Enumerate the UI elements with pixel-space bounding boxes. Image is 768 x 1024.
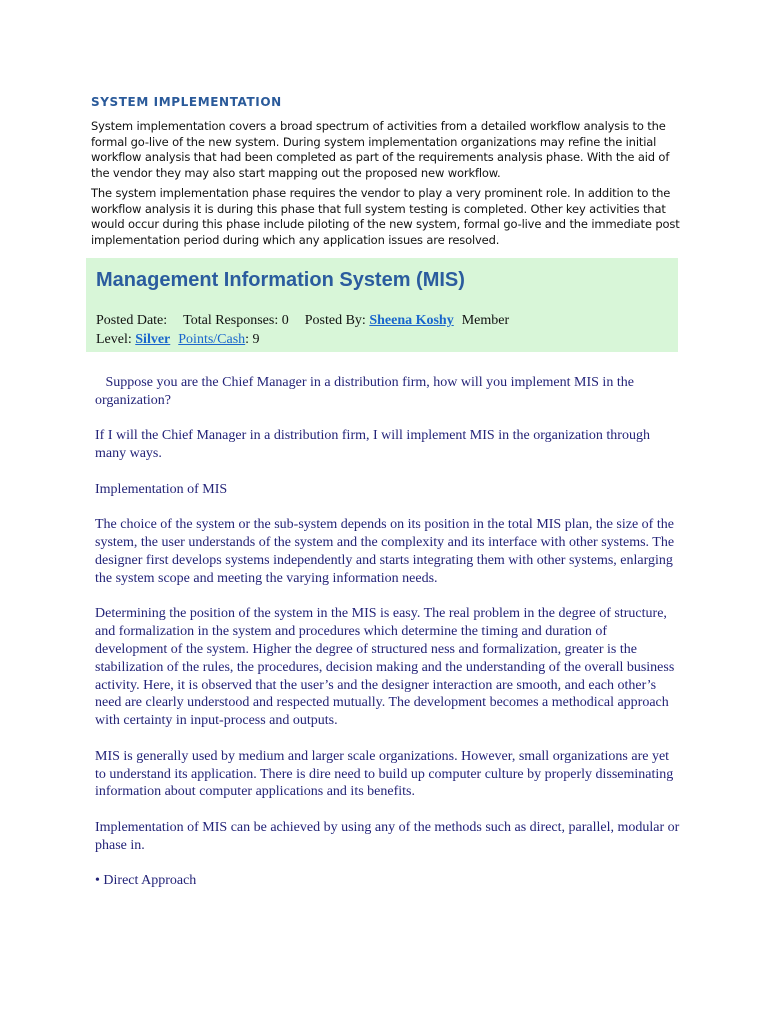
total-responses-value: 0 — [281, 313, 289, 328]
body-paragraph-4: The choice of the system or the sub-system depends on its position in the total MIS plan, the size of the system, the user understands of the system and the complexity and its interface with other systems. The designer first develops systems independently and starts integrating them with other systems, enlarging the system scope and meeting the varying information needs. — [95, 517, 675, 586]
body-paragraph-8: • Direct Approach — [95, 873, 197, 889]
intro-section — [91, 94, 691, 253]
level-link[interactable]: Silver — [135, 332, 171, 347]
body-paragraph-6: MIS is generally used by medium and larger scale organizations. However, small organizations are yet to understand its application. There is dire need to build up computer culture by properly disseminating information about computer applications and its benefits. — [95, 748, 674, 800]
body-paragraph-3: Implementation of MIS — [95, 481, 228, 497]
body-paragraph-1: Suppose you are the Chief Manager in a distribution firm, how will you implement MIS in the organization? — [95, 375, 634, 408]
posted-date-label: Posted Date: — [96, 313, 168, 328]
post-body — [95, 374, 680, 908]
posted-by-label: Posted By: — [304, 313, 366, 328]
intro-paragraph-2: The system implementation phase requires the vendor to play a very prominent role. In addition to the workflow analysis it is during this phase that full system testing is completed. Other key activities that would occur during this phase include piloting of the new system, formal go-live and the immediate post implementation period during which any application issues are resolved. — [91, 186, 680, 247]
post-title: Management Information System (MIS) — [96, 269, 465, 291]
intro-paragraph-1: System implementation covers a broad spectrum of activities from a detailed workflow analysis to the formal go-live of the new system. During system implementation organizations may refine the initial workflow analysis that had been completed as part of the requirements analysis phase. With the aid of the vendor they may also start mapping out the proposed new workflow. — [91, 119, 670, 180]
member-label: Member — [461, 313, 510, 328]
author-link[interactable]: Sheena Koshy — [369, 313, 454, 328]
post-meta-line-1 — [96, 311, 509, 330]
section-heading: SYSTEM IMPLEMENTATION — [91, 95, 282, 109]
points-cash-link[interactable]: Points/Cash — [178, 332, 246, 347]
post-meta — [96, 311, 509, 349]
post-header-box — [86, 258, 678, 352]
body-paragraph-5: Determining the position of the system in the MIS is easy. The real problem in the degree of structure, and formalization in the system and procedures which determine the timing and duration of development of the system. Higher the degree of structured ness and formalization, greater is the stabilization of the rules, the procedures, decision making and the understanding of the overall business activity. Here, it is observed that the user’s and the designer interaction are smooth, and each other’s need are clearly understood and respected mutually. The development becomes a methodical approach with certainty in input-process and outputs. — [95, 606, 675, 729]
total-responses-label: Total Responses: — [183, 313, 279, 328]
body-paragraph-7: Implementation of MIS can be achieved by using any of the methods such as direct, parallel, modular or phase in. — [95, 819, 680, 853]
body-paragraph-2: If I will the Chief Manager in a distribution firm, I will implement MIS in the organization through many ways. — [95, 428, 650, 462]
level-label: Level: — [96, 332, 132, 347]
points-value: : 9 — [245, 332, 260, 347]
post-meta-line-2 — [96, 330, 509, 349]
